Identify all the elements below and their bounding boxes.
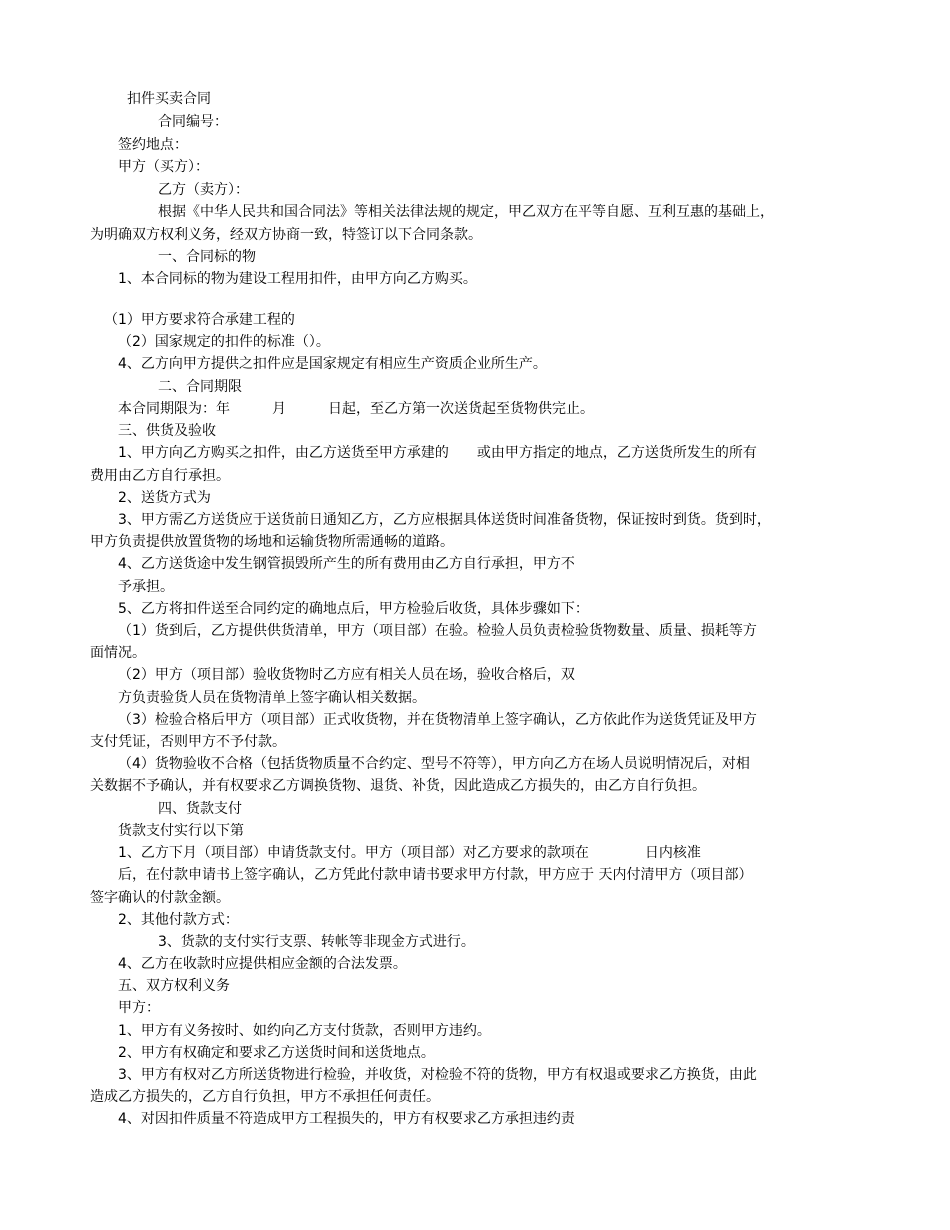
clause-line: 1、乙方下月（项目部）申请货款支付。甲方（项目部）对乙方要求的款项在 日内核准 [118, 845, 701, 861]
section-heading-4: 四、货款支付 [158, 801, 242, 817]
party-a-line: 甲方（买方）： [118, 159, 209, 175]
clause-line: 3、甲方有权对乙方所送货物进行检验，并收货，对检验不符的货物，甲方有权退或要求乙方换货，由此 [118, 1067, 757, 1083]
clause-line: 货款支付实行以下第 [118, 823, 244, 839]
section-heading-3: 三、供货及验收 [118, 423, 216, 439]
clause-line: 1、本合同标的物为建设工程用扣件，由甲方向乙方购买。 [118, 271, 477, 287]
clause-line: 后，在付款申请书上签字确认，乙方凭此付款申请书要求甲方付款，甲方应于 天内付清甲方（项目部） [118, 867, 753, 883]
clause-line: 2、送货方式为 [118, 490, 211, 506]
clause-line: 甲方负责提供放置货物的场地和运输货物所需通畅的道路。 [90, 534, 454, 550]
clause-line: （3）检验合格后甲方（项目部）正式收货物，并在货物清单上签字确认，乙方依此作为送货凭证及甲方 [118, 712, 757, 728]
clause-line: 予承担。 [118, 579, 174, 595]
preamble-line-1: 根据《中华人民共和国合同法》等相关法律法规的规定，甲乙双方在平等自愿、互利互惠的基础上， [158, 204, 774, 220]
clause-line: 3、货款的支付实行支票、转帐等非现金方式进行。 [158, 934, 475, 950]
clause-line: 1、甲方向乙方购买之扣件，由乙方送货至甲方承建的 或由甲方指定的地点，乙方送货所发生的所有 [118, 445, 757, 461]
clause-line: 甲方： [118, 1000, 160, 1016]
clause-line: 面情况。 [90, 645, 146, 661]
clause-line: （2）国家规定的扣件的标准（）。 [118, 334, 330, 350]
contract-number-line: 合同编号： [158, 114, 228, 130]
clause-line: （1）甲方要求符合承建工程的 [104, 312, 295, 328]
clause-line: 1、甲方有义务按时、如约向乙方支付货款，否则甲方违约。 [118, 1023, 491, 1039]
clause-line: 签字确认的付款金额。 [90, 890, 230, 906]
clause-line: （4）货物验收不合格（包括货物质量不合约定、型号不符等），甲方向乙方在场人员说明情况后，对相 [118, 756, 750, 772]
clause-line: 方负责验货人员在货物清单上签字确认相关数据。 [118, 690, 426, 706]
clause-line: 4、对因扣件质量不符造成甲方工程损失的，甲方有权要求乙方承担违约责 [118, 1111, 575, 1127]
document-title: 扣件买卖合同 [127, 91, 211, 107]
clause-line: 4、乙方向甲方提供之扣件应是国家规定有相应生产资质企业所生产。 [118, 356, 547, 372]
clause-line: 费用由乙方自行承担。 [90, 468, 230, 484]
signing-place-line: 签约地点： [118, 137, 188, 153]
section-heading-1: 一、合同标的物 [158, 249, 256, 265]
clause-line: 2、甲方有权确定和要求乙方送货时间和送货地点。 [118, 1045, 435, 1061]
clause-line: 支付凭证，否则甲方不予付款。 [90, 734, 286, 750]
clause-line: 2、其他付款方式： [118, 912, 239, 928]
party-b-line: 乙方（卖方）： [158, 182, 249, 198]
clause-line: （1）货到后，乙方提供供货清单，甲方（项目部）在验。检验人员负责检验货物数量、质量、损耗等方 [118, 623, 757, 639]
clause-line: 4、乙方在收款时应提供相应金额的合法发票。 [118, 956, 407, 972]
clause-line: 造成乙方损失的，乙方自行负担，甲方不承担任何责任。 [90, 1089, 440, 1105]
clause-line: 3、甲方需乙方送货应于送货前日通知乙方，乙方应根据具体送货时间准备货物，保证按时到货。货到时， [118, 512, 771, 528]
section-heading-5: 五、双方权利义务 [118, 978, 230, 994]
clause-line: 5、乙方将扣件送至合同约定的确地点后，甲方检验后收货，具体步骤如下： [118, 601, 589, 617]
section-heading-2: 二、合同期限 [158, 379, 242, 395]
clause-line: 本合同期限为：年 月 日起，至乙方第一次送货起至货物供完止。 [118, 401, 594, 417]
clause-line: 4、乙方送货途中发生钢管损毁所产生的所有费用由乙方自行承担，甲方不 [118, 556, 575, 572]
clause-line: 关数据不予确认，并有权要求乙方调换货物、退货、补货，因此造成乙方损失的，由乙方自行负担。 [90, 778, 706, 794]
clause-line: （2）甲方（项目部）验收货物时乙方应有相关人员在场，验收合格后，双 [118, 667, 575, 683]
preamble-line-2: 为明确双方权利义务，经双方协商一致，特签订以下合同条款。 [90, 227, 482, 243]
